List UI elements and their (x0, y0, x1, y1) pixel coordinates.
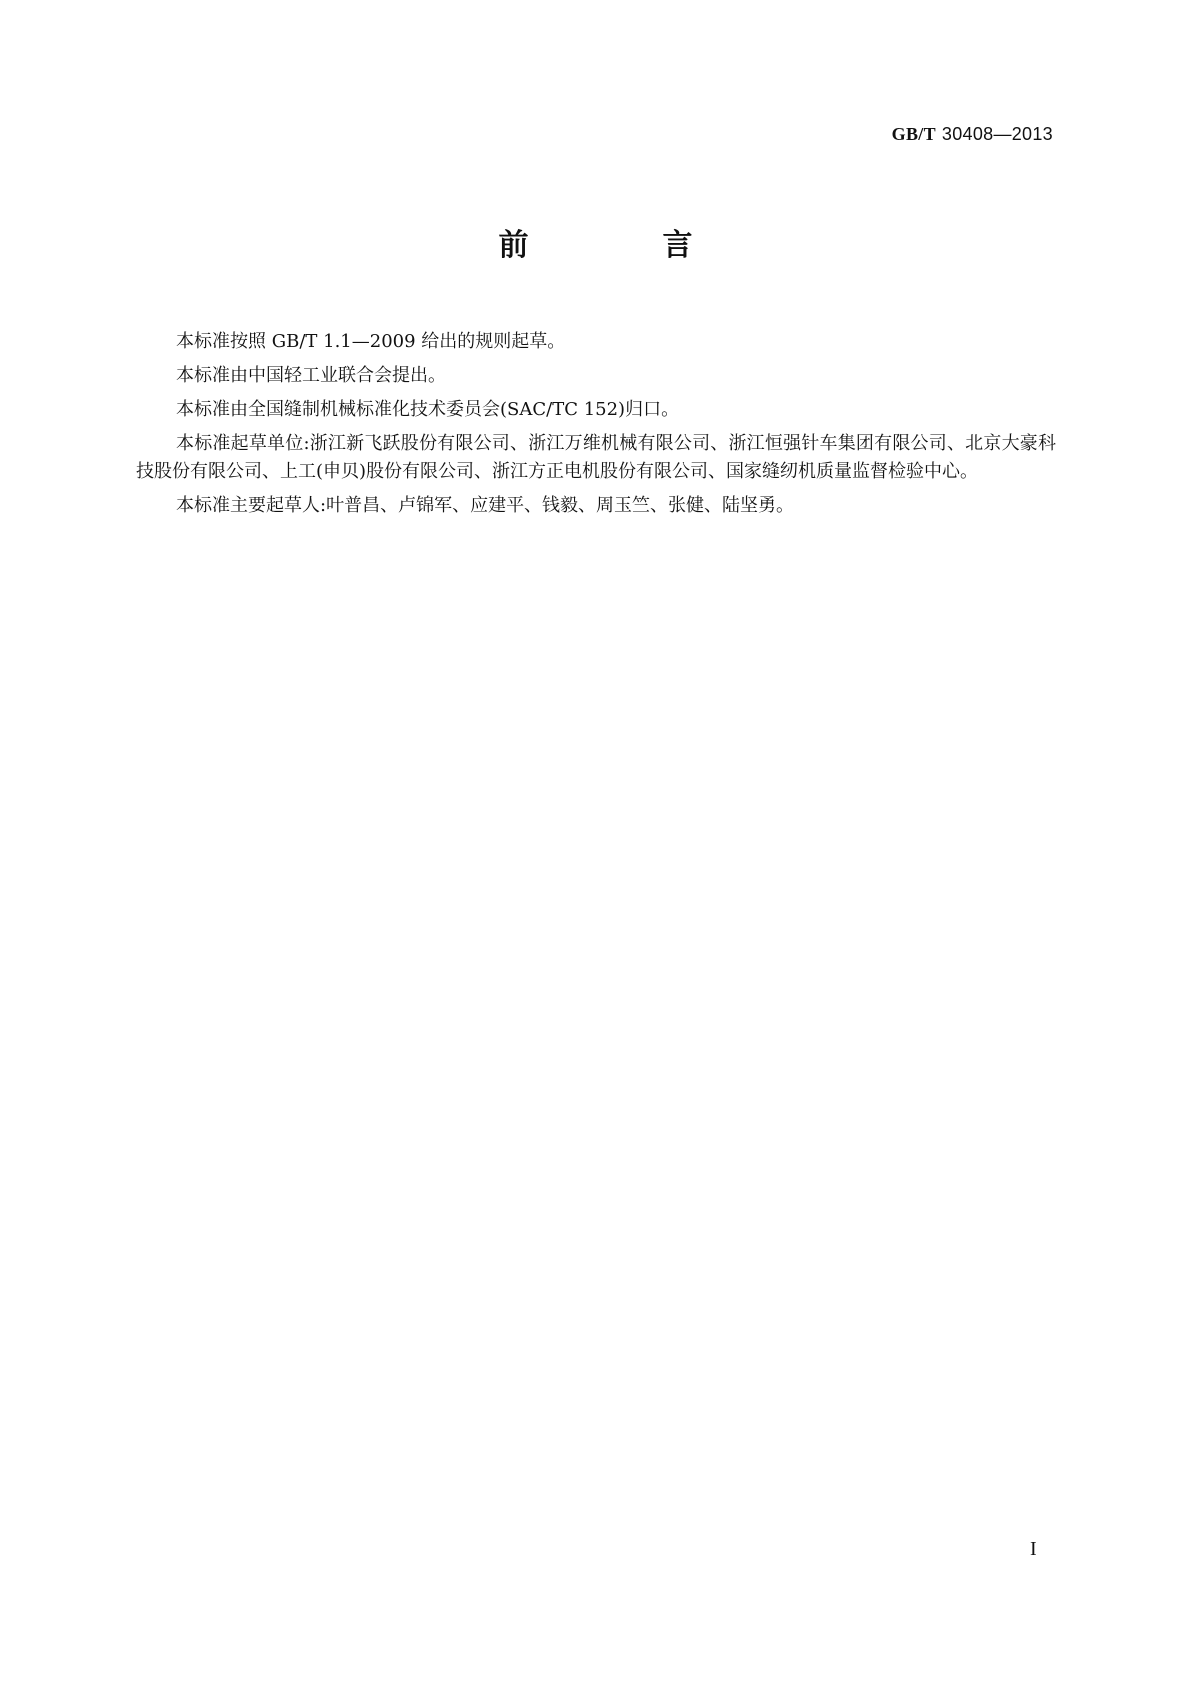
paragraph-administrator: 本标准由全国缝制机械标准化技术委员会(SAC/TC 152)归口。 (176, 399, 680, 420)
standard-prefix: GB/T (891, 124, 936, 144)
paragraph-drafters: 本标准主要起草人:叶普昌、卢锦军、应建平、钱毅、周玉竺、张健、陆坚勇。 (176, 495, 795, 516)
standard-code (892, 124, 1053, 145)
paragraph-drafting-rules: 本标准按照 GB/T 1.1—2009 给出的规则起草。 (176, 331, 566, 352)
page-title: 前 言 (498, 228, 745, 263)
standard-number: 30408—2013 (941, 124, 1053, 144)
page-number: I (1030, 1538, 1037, 1560)
foreword-body (136, 328, 1056, 526)
paragraph-proposer: 本标准由中国轻工业联合会提出。 (176, 365, 446, 386)
paragraph-drafting-organizations: 本标准起草单位:浙江新飞跃股份有限公司、浙江万维机械有限公司、浙江恒强针车集团有限公司、北京大豪科技股份有限公司、上工(申贝)股份有限公司、浙江方正电机股份有限公司、国家缝纫机质量监督检验中心。 (136, 433, 1056, 482)
